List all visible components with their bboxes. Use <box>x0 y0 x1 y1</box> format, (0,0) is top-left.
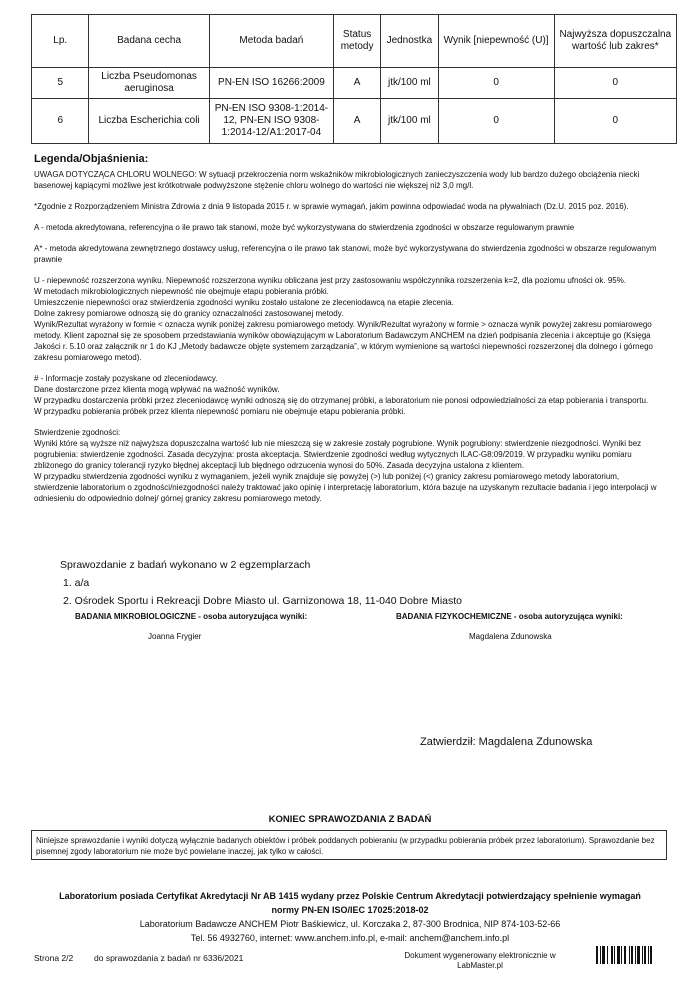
cell-feature: Liczba Pseudomonas aeruginosa <box>89 68 209 99</box>
footer <box>0 889 700 945</box>
info-note: W przypadku pobierania próbek przez klienta niepewność pomiaru nie obejmuje etapu pobierania próbki. <box>34 407 406 416</box>
table-header-row <box>32 15 677 68</box>
generated-text: Dokument wygenerowany elektronicznie w <box>404 951 556 960</box>
uncertainty-note: U - niepewność rozszerzona wyniku. Niepewność rozszerzona wyniku obliczana jest przy zastosowaniu współczynnika rozszerzenia k=2, dla poziomu ufności ok. 95%. <box>34 276 627 285</box>
col-lp: Lp. <box>32 15 89 68</box>
cell-limit: 0 <box>554 99 676 144</box>
approved-by: Zatwierdził: Magdalena Zdunowska <box>420 736 593 748</box>
phys-auth-label: BADANIA FIZYKOCHEMICZNE - osoba autoryzująca wyniki: <box>396 612 623 621</box>
cell-result: 0 <box>438 99 554 144</box>
cell-unit: jtk/100 ml <box>381 68 438 99</box>
method-a-star-note: A* - metoda akredytowana zewnętrznego dostawcy usług, referencyjna o ile prawo tak stanowi, może być wykorzystywana do stwierdzenia zgodności w obszarze regulowanym prawnie <box>34 244 657 264</box>
col-method: Metoda badań <box>209 15 333 68</box>
disclaimer-box: Niniejsze sprawozdanie i wyniki dotyczą wyłącznie badanych obiektów i próbek poddanych pobieraniu (w przypadku pobierania próbek przez laboratorium). Sprawozdanie bez pisemnej zgody laboratorium nie może być powielane inaczej, jak tylko w całości. <box>31 830 667 860</box>
info-note: Dane dostarczone przez klienta mogą wpływać na ważność wyników. <box>34 385 280 394</box>
uncertainty-note: W metodach mikrobiologicznych niepewność nie obejmuje etapu pobierania próbki. <box>34 287 329 296</box>
info-note: W przypadku dostarczenia próbki przez zleceniodawcę wyniki odnoszą się do otrzymanej próbki, a laboratorium nie ponosi odpowiedzialności za etap pobierania i transportu. <box>34 396 649 405</box>
legend-title: Legenda/Objaśnienia: <box>34 153 149 165</box>
generated-note <box>380 951 580 971</box>
uncertainty-note: Dolne zakresy pomiarowe odnoszą się do granicy oznaczalności zastosowanej metody. <box>34 309 344 318</box>
end-of-report-title: KONIEC SPRAWOZDANIA Z BADAŃ <box>268 814 432 825</box>
col-feature: Badana cecha <box>89 15 209 68</box>
generated-source: LabMaster.pl <box>457 961 503 970</box>
report-number: do sprawozdania z badań nr 6336/2021 <box>94 953 244 963</box>
lab-address: Laboratorium Badawcze ANCHEM Piotr Baśkiewicz, ul. Korczaka 2, 87-300 Brodnica, NIP 874-103-52-66 <box>139 919 561 929</box>
copies-item: 2. Ośrodek Sportu i Rekreacji Dobre Miasto ul. Garnizonowa 18, 11-040 Dobre Miasto <box>63 595 462 607</box>
chlorine-warning: UWAGA DOTYCZĄCA CHLORU WOLNEGO: W sytuacji przekroczenia norm wskaźników mikrobiologicznych zanieczyszczenia wody lub bardzo dużego obciążenia niecki basenowej kąpiącymi możliwe jest krótkotrwałe podwyższone stężenie chloru wolnego do wartości nie większej niż 3,0 mg/l. <box>34 170 640 190</box>
cell-result: 0 <box>438 68 554 99</box>
col-unit: Jednostka <box>381 15 438 68</box>
copies-section <box>60 556 462 610</box>
method-a-note: A - metoda akredytowana, referencyjna o ile prawo tak stanowi, może być wykorzystywana do stwierdzenia zgodności w obszarze regulowanym prawnie <box>34 223 575 232</box>
regulation-note: *Zgodnie z Rozporządzeniem Ministra Zdrowia z dnia 9 listopada 2015 r. w sprawie wymagań, jakim powinna odpowiadać woda na pływalniach (Dz.U. 2015 poz. 2016). <box>34 202 629 211</box>
table-row <box>32 99 677 144</box>
legend-section <box>34 152 664 504</box>
col-limit: Najwyższa dopuszczalna wartość lub zakres* <box>554 15 676 68</box>
cell-status: A <box>334 99 381 144</box>
phys-auth-name: Magdalena Zdunowska <box>469 632 552 641</box>
cell-method: PN-EN ISO 9308-1:2014-12, PN-EN ISO 9308-1:2014-12/A1:2017-04 <box>209 99 333 144</box>
col-result: Wynik [niepewność (U)] <box>438 15 554 68</box>
cell-unit: jtk/100 ml <box>381 99 438 144</box>
accreditation-norm: normy PN-EN ISO/IEC 17025:2018-02 <box>271 905 429 915</box>
conformity-note: Wyniki które są wyższe niż najwyższa dopuszczalna wartość lub nie mieszczą się w zakresie zostały pogrubione. Wynik pogrubiony: stwierdzenie niezgodności. Wyniki bez pogrubienia: stwierdzenie zgodności. Zasada decyzyjna: prosta akceptacja. Stwierdzenie zgodności według wytycznych ILAC-G8:09/2019. W przypadku wyniku pomiaru zbliżonego do granicy tolerancji ryzyko błędnej akceptacji lub błędnego odrzucenia wynosi do 50%. Zasada decyzyjna ustalona z klientem. <box>34 439 642 470</box>
cell-status: A <box>334 68 381 99</box>
accreditation-line: Laboratorium posiada Certyfikat Akredytacji Nr AB 1415 wydany przez Polskie Centrum Akredytacji potwierdzający spełnienie wymagań <box>59 891 641 901</box>
results-table <box>31 14 677 144</box>
copies-intro: Sprawozdanie z badań wykonano w 2 egzemplarzach <box>60 559 311 571</box>
page-number: Strona 2/2 <box>34 953 74 963</box>
cell-limit: 0 <box>554 68 676 99</box>
table-row <box>32 68 677 99</box>
lab-contact: Tel. 56 4932760, internet: www.anchem.info.pl, e-mail: anchem@anchem.info.pl <box>190 933 510 943</box>
cell-lp: 5 <box>32 68 89 99</box>
col-status: Status metody <box>334 15 381 68</box>
micro-auth-label: BADANIA MIKROBIOLOGICZNE - osoba autoryzująca wyniki: <box>75 612 308 621</box>
cell-method: PN-EN ISO 16266:2009 <box>209 68 333 99</box>
cell-feature: Liczba Escherichia coli <box>89 99 209 144</box>
uncertainty-note: Wynik/Rezultat wyrażony w formie < oznacza wynik poniżej zakresu pomiarowego metody. Wynik/Rezultat wyrażony w formie > oznacza wynik powyżej zakresu pomiarowego metody. Klient zapoznał się ze sposobem przedstawiania wyników obowiązującym w Laboratorium Badawczym ANCHEM na dzień podpisania zlecenia i akceptuje go (Księga Jakości r. 5.10 oraz załącznik nr 1 do KJ „Metody badawcze objęte systemem zarządzania”, w którym wymienione są wartości niepewności rozszerzonej dla dolnego i górnego zakresu pomiarowego metod). <box>34 320 653 362</box>
micro-auth-name: Joanna Frygier <box>148 632 202 641</box>
info-note: # - Informacje zostały pozyskane od zleceniodawcy. <box>34 374 218 383</box>
uncertainty-note: Umieszczenie niepewności oraz stwierdzenia zgodności wyniku zostało ustalone ze zleceniodawcą na etapie zlecenia. <box>34 298 454 307</box>
conformity-title: Stwierdzenie zgodności: <box>34 428 121 437</box>
cell-lp: 6 <box>32 99 89 144</box>
barcode-icon <box>596 946 666 964</box>
conformity-note: W przypadku stwierdzenia zgodności wyniku z wymaganiem, jeżeli wynik znajduje się powyżej (>) lub poniżej (<) granicy zakresu pomiarowego metody laboratorium, stwierdzenie laboratorium o zgodności/niezgodności należy traktować jako opinię i interpretację laboratorium, która bazuje na uzyskanym rezultacie badania i jego interpolacji w odniesieniu do odpowiednio dolnej/ górnej granicy zakresu pomiarowego metody. <box>34 472 657 503</box>
copies-item: 1. a/a <box>63 577 90 589</box>
